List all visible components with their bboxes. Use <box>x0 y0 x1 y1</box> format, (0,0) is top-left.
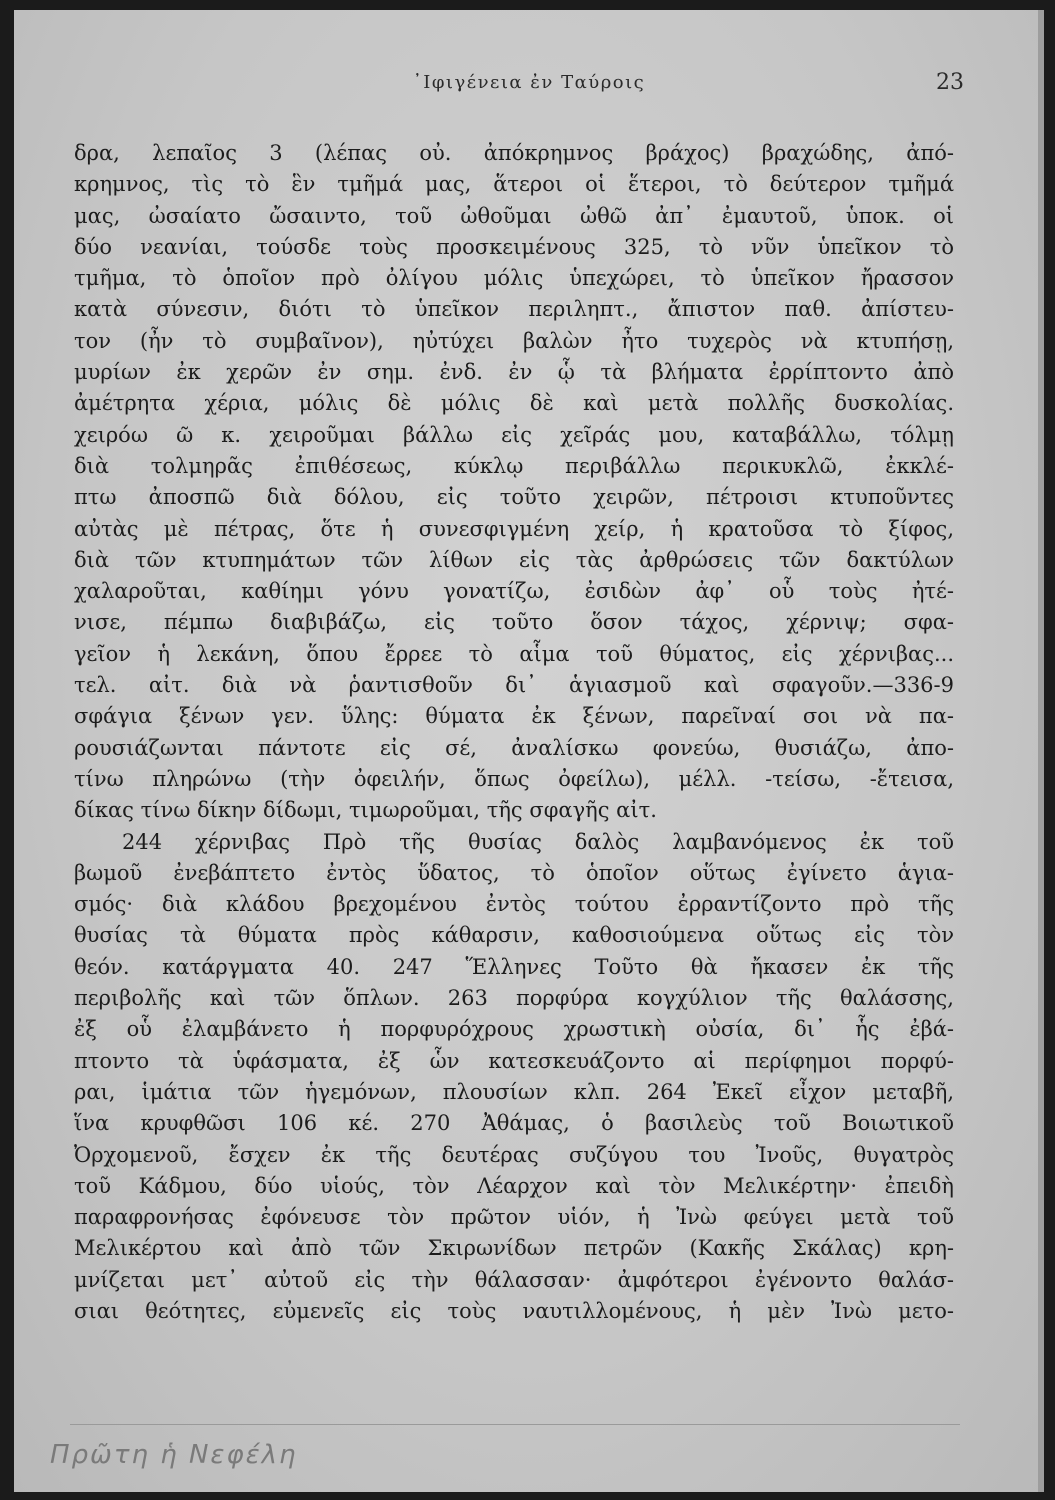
text-line: ρουσιάζωνται πάντοτε εἰς σέ, ἀναλίσκω φονεύω, θυσιάζω, ἀπο- <box>74 735 954 760</box>
text-line: αὐτὰς μὲ πέτρας, ὅτε ἡ συνεσφιγμένη χείρ, ἡ κρατοῦσα τὸ ξίφος, <box>74 516 954 541</box>
text-line: ἵνα κρυφθῶσι 106 κέ. 270 Ἀθάμας, ὁ βασιλεὺς τοῦ Βοιωτικοῦ <box>74 1111 954 1136</box>
text-line: μυρίων ἐκ χερῶν ἐν σημ. ἐνδ. ἐν ᾧ τὰ βλήματα ἐρρίπτοντο ἀπὸ <box>74 360 954 385</box>
text-line: χειρόω ῶ κ. χειροῦμαι βάλλω εἰς χεῖράς μου, καταβάλλω, τόλμῃ <box>74 422 954 447</box>
text-line: βωμοῦ ἐνεβάπτετο ἐντὸς ὕδατος, τὸ ὁποῖον οὕτως ἐγίνετο ἁγια- <box>74 860 954 885</box>
text-line: μας, ὠσαίατο ὤσαιντο, τοῦ ὠθοῦμαι ὠθῶ ἀπ᾿ ἐμαυτοῦ, ὑποκ. οἱ <box>74 203 954 228</box>
scanned-page <box>14 10 1044 1492</box>
text-line: τοῦ Κάδμου, δύο υἱούς, τὸν Λέαρχον καὶ τὸν Μελικέρτην· ἐπειδὴ <box>74 1173 954 1198</box>
text-line: μνίζεται μετ᾿ αὐτοῦ εἰς τὴν θάλασσαν· ἀμφότεροι ἐγένοντο θαλάσ- <box>74 1267 954 1292</box>
text-line: 244 χέρνιβας Πρὸ τῆς θυσίας δαλὸς λαμβανόμενος ἐκ τοῦ <box>122 829 954 854</box>
text-line: νισε, πέμπω διαβιβάζω, εἰς τοῦτο ὅσον τάχος, χέρνιψ; σφα- <box>74 610 954 635</box>
text-line: τμῆμα, τὸ ὁποῖον πρὸ ὀλίγου μόλις ὑπεχώρει, τὸ ὑπεῖκον ἤρασσον <box>74 266 954 291</box>
section-divider <box>70 1424 960 1425</box>
text-line: διὰ τολμηρᾶς ἐπιθέσεως, κύκλῳ περιβάλλω περικυκλῶ, ἐκκλέ- <box>74 453 954 478</box>
text-line: δύο νεανίαι, τούσδε τοὺς προσκειμένους 325, τὸ νῦν ὑπεῖκον τὸ <box>74 234 954 259</box>
text-line: θυσίας τὰ θύματα πρὸς κάθαρσιν, καθοσιούμενα οὕτως εἰς τὸν <box>74 923 954 948</box>
page-edge-shadow <box>1038 10 1044 1492</box>
commentary-text <box>74 138 954 1359</box>
text-line: διὰ τῶν κτυπημάτων τῶν λίθων εἰς τὰς ἀρθρώσεις τῶν δακτύλων <box>74 547 954 572</box>
page-number: 23 <box>936 70 964 95</box>
text-line: ἀμέτρητα χέρια, μόλις δὲ μόλις δὲ καὶ μετὰ πολλῆς δυσκολίας. <box>74 391 954 416</box>
text-line: πτοντο τὰ ὑφάσματα, ἐξ ὧν κατεσκευάζοντο αἱ περίφημοι πορφύ- <box>74 1048 954 1073</box>
text-line: τελ. αἰτ. διὰ νὰ ῥαντισθοῦν δι᾿ ἁγιασμοῦ καὶ σφαγοῦν.—336-9 <box>74 673 954 698</box>
text-line: ραι, ἱμάτια τῶν ἡγεμόνων, πλουσίων κλπ. 264 Ἐκεῖ εἶχον μεταβῆ, <box>74 1079 954 1104</box>
text-line: χαλαροῦται, καθίημι γόνυ γονατίζω, ἐσιδὼν ἀφ᾿ οὗ τοὺς ἠτέ- <box>74 579 954 604</box>
text-line: δρα, λεπαῖος 3 (λέπας οὐ. ἀπόκρημνος βράχος) βραχώδης, ἀπό- <box>74 141 954 165</box>
text-line: δίκας τίνω δίκην δίδωμι, τιμωροῦμαι, τῆς σφαγῆς αἰτ. <box>74 798 657 823</box>
page-header <box>14 72 1044 102</box>
text-line: σμός· διὰ κλάδου βρεχομένου ἐντὸς τούτου ἐρραντίζοντο πρὸ τῆς <box>74 892 954 917</box>
text-line: γεῖον ἡ λεκάνη, ὅπου ἔρρεε τὸ αἷμα τοῦ θύματος, εἰς χέρνιβας... <box>74 641 954 666</box>
text-line: κατὰ σύνεσιν, διότι τὸ ὑπεῖκον περιληπτ., ἄπιστον παθ. ἀπίστευ- <box>74 297 954 322</box>
text-line: πτω ἀποσπῶ διὰ δόλου, εἰς τοῦτο χειρῶν, πέτροισι κτυποῦντες <box>74 485 954 510</box>
text-line: παραφρονήσας ἐφόνευσε τὸν πρῶτον υἱόν, ἡ Ἰνὼ φεύγει μετὰ τοῦ <box>74 1205 954 1230</box>
handwritten-margin-note: Πρῶτη ἡ Νεφέλη <box>50 1440 298 1470</box>
running-title: ᾿Ιφιγένεια ἐν Ταύροις <box>412 72 646 93</box>
text-line <box>74 1327 954 1358</box>
text-line: περιβολῆς καὶ τῶν ὅπλων. 263 πορφύρα κογχύλιον τῆς θαλάσσης, <box>74 986 954 1011</box>
text-line: σφάγια ξένων γεν. ὕλης: θύματα ἐκ ξένων, παρεῖναί σοι νὰ πα- <box>74 704 954 729</box>
text-line: τίνω πληρώνω (τὴν ὀφειλήν, ὅπως ὀφείλω), μέλλ. -τείσω, -ἔτεισα, <box>74 766 954 791</box>
text-line: θεόν. κατάργματα 40. 247 Ἕλληνες Τοῦτο θὰ ἤκασεν ἐκ τῆς <box>74 954 954 979</box>
text-line: σιαι θεότητες, εὐμενεῖς εἰς τοὺς ναυτιλλομένους, ἡ μὲν Ἰνὼ μετο- <box>74 1298 954 1323</box>
text-line: τον (ἦν τὸ συμβαῖνον), ηὐτύχει βαλὼν ἦτο τυχερὸς νὰ κτυπήσῃ, <box>74 328 954 353</box>
text-line: ἐξ οὗ ἐλαμβάνετο ἡ πορφυρόχρους χρωστικὴ οὐσία, δι᾿ ἧς ἐβά- <box>74 1017 954 1042</box>
text-line: κρημνος, τὶς τὸ ἓν τμῆμά μας, ἅτεροι οἱ ἕτεροι, τὸ δεύτερον τμῆμά <box>74 172 954 197</box>
text-line: Ὀρχομενοῦ, ἔσχεν ἐκ τῆς δευτέρας συζύγου του Ἰνοῦς, θυγατρὸς <box>74 1142 954 1167</box>
text-line: Μελικέρτου καὶ ἀπὸ τῶν Σκιρωνίδων πετρῶν (Κακῆς Σκάλας) κρη- <box>74 1236 954 1261</box>
